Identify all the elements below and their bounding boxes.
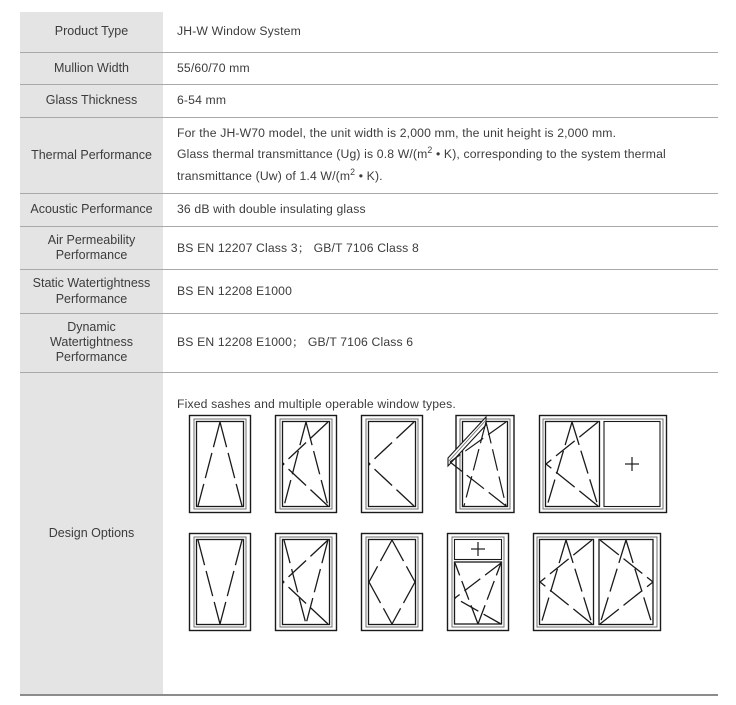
specification-table bbox=[20, 12, 718, 696]
label-text-line-1: Static Watertightness bbox=[32, 276, 151, 291]
value-text: BS EN 12208 E1000； GB/T 7106 Class 6 bbox=[177, 335, 414, 350]
table-row bbox=[20, 270, 718, 314]
table-row bbox=[20, 118, 718, 194]
row-value-design-options bbox=[163, 373, 718, 694]
row-label-static-watertightness bbox=[20, 270, 163, 313]
row-value-dynamic-watertightness bbox=[163, 314, 718, 372]
window-with-fixed-transom bbox=[446, 532, 510, 632]
label-text-line-3: Performance bbox=[55, 350, 128, 365]
line-2-part-a: Glass thermal transmittance (Ug) is 0.8 W/(m bbox=[177, 147, 428, 162]
row-label-thermal-performance bbox=[20, 118, 163, 193]
line-2-superscript: 2 bbox=[427, 145, 433, 156]
value-text: 36 dB with double insulating glass bbox=[177, 202, 366, 217]
tilt-and-turn-window-variant bbox=[274, 532, 338, 632]
table-row bbox=[20, 53, 718, 85]
table-row bbox=[20, 85, 718, 117]
window-diagram-grid bbox=[188, 414, 718, 650]
value-text: BS EN 12207 Class 3； GB/T 7106 Class 8 bbox=[177, 240, 419, 255]
table-row bbox=[20, 12, 718, 53]
row-value-glass-thickness bbox=[163, 85, 718, 116]
window-diagram-row-1 bbox=[188, 414, 718, 514]
table-row bbox=[20, 314, 718, 373]
double-leaf-tilt-turn-window bbox=[532, 532, 662, 632]
value-text: 6-54 mm bbox=[177, 93, 227, 108]
bottom-hung-hopper-window bbox=[188, 532, 252, 632]
label-text: Glass Thickness bbox=[45, 93, 138, 108]
line-2-part-b: • K), corresponding to the system thermal bbox=[432, 147, 666, 162]
table-row bbox=[20, 227, 718, 271]
label-text: Mullion Width bbox=[53, 61, 130, 75]
row-value-mullion-width bbox=[163, 53, 718, 84]
value-text: BS EN 12208 E1000 bbox=[177, 284, 293, 299]
value-text: JH-W Window System bbox=[177, 24, 301, 39]
row-label-dynamic-watertightness bbox=[20, 314, 163, 372]
label-text-line-1: Air Permeability bbox=[47, 232, 136, 247]
label-text-line-2: Performance bbox=[55, 291, 128, 306]
row-value-acoustic-performance bbox=[163, 194, 718, 226]
line-3-part-a: transmittance (Uw) of 1.4 W/(m bbox=[177, 169, 351, 184]
top-and-bottom-hung-window bbox=[360, 532, 424, 632]
label-text-line-2: Performance bbox=[55, 248, 128, 263]
row-value-thermal-performance bbox=[163, 118, 718, 193]
row-value-product-type bbox=[163, 12, 718, 52]
value-text-line-3 bbox=[177, 165, 710, 187]
row-value-static-watertightness bbox=[163, 270, 718, 313]
row-label-product-type bbox=[20, 12, 163, 52]
window-diagram-row-2 bbox=[188, 532, 718, 632]
row-label-air-permeability bbox=[20, 227, 163, 270]
value-text-line-1: For the JH-W70 model, the unit width is 2,000 mm, the unit height is 2,000 mm. bbox=[177, 125, 617, 140]
label-text-line-1: Dynamic bbox=[67, 319, 116, 334]
label-text-line-2: Watertightness bbox=[50, 335, 133, 350]
row-label-mullion-width bbox=[20, 53, 163, 84]
label-text: Product Type bbox=[54, 24, 129, 39]
line-3-part-b: • K). bbox=[355, 169, 383, 184]
tilt-turn-window-open-view bbox=[446, 414, 516, 514]
row-label-glass-thickness bbox=[20, 85, 163, 116]
table-row bbox=[20, 194, 718, 227]
line-3-superscript: 2 bbox=[350, 167, 356, 178]
top-hung-window bbox=[188, 414, 252, 514]
design-options-intro: Fixed sashes and multiple operable window types. bbox=[177, 396, 456, 411]
label-text: Design Options bbox=[48, 525, 135, 540]
casement-with-fixed-pane-window bbox=[538, 414, 668, 514]
table-row bbox=[20, 373, 718, 696]
row-value-air-permeability bbox=[163, 227, 718, 270]
label-text: Thermal Performance bbox=[31, 147, 152, 162]
tilt-and-turn-window-left bbox=[274, 414, 338, 514]
row-label-acoustic-performance bbox=[20, 194, 163, 226]
value-text-line-2 bbox=[177, 143, 710, 165]
value-text: 55/60/70 mm bbox=[177, 61, 250, 75]
label-text: Acoustic Performance bbox=[30, 202, 153, 217]
row-label-design-options bbox=[20, 373, 163, 694]
side-hung-window-left bbox=[360, 414, 424, 514]
